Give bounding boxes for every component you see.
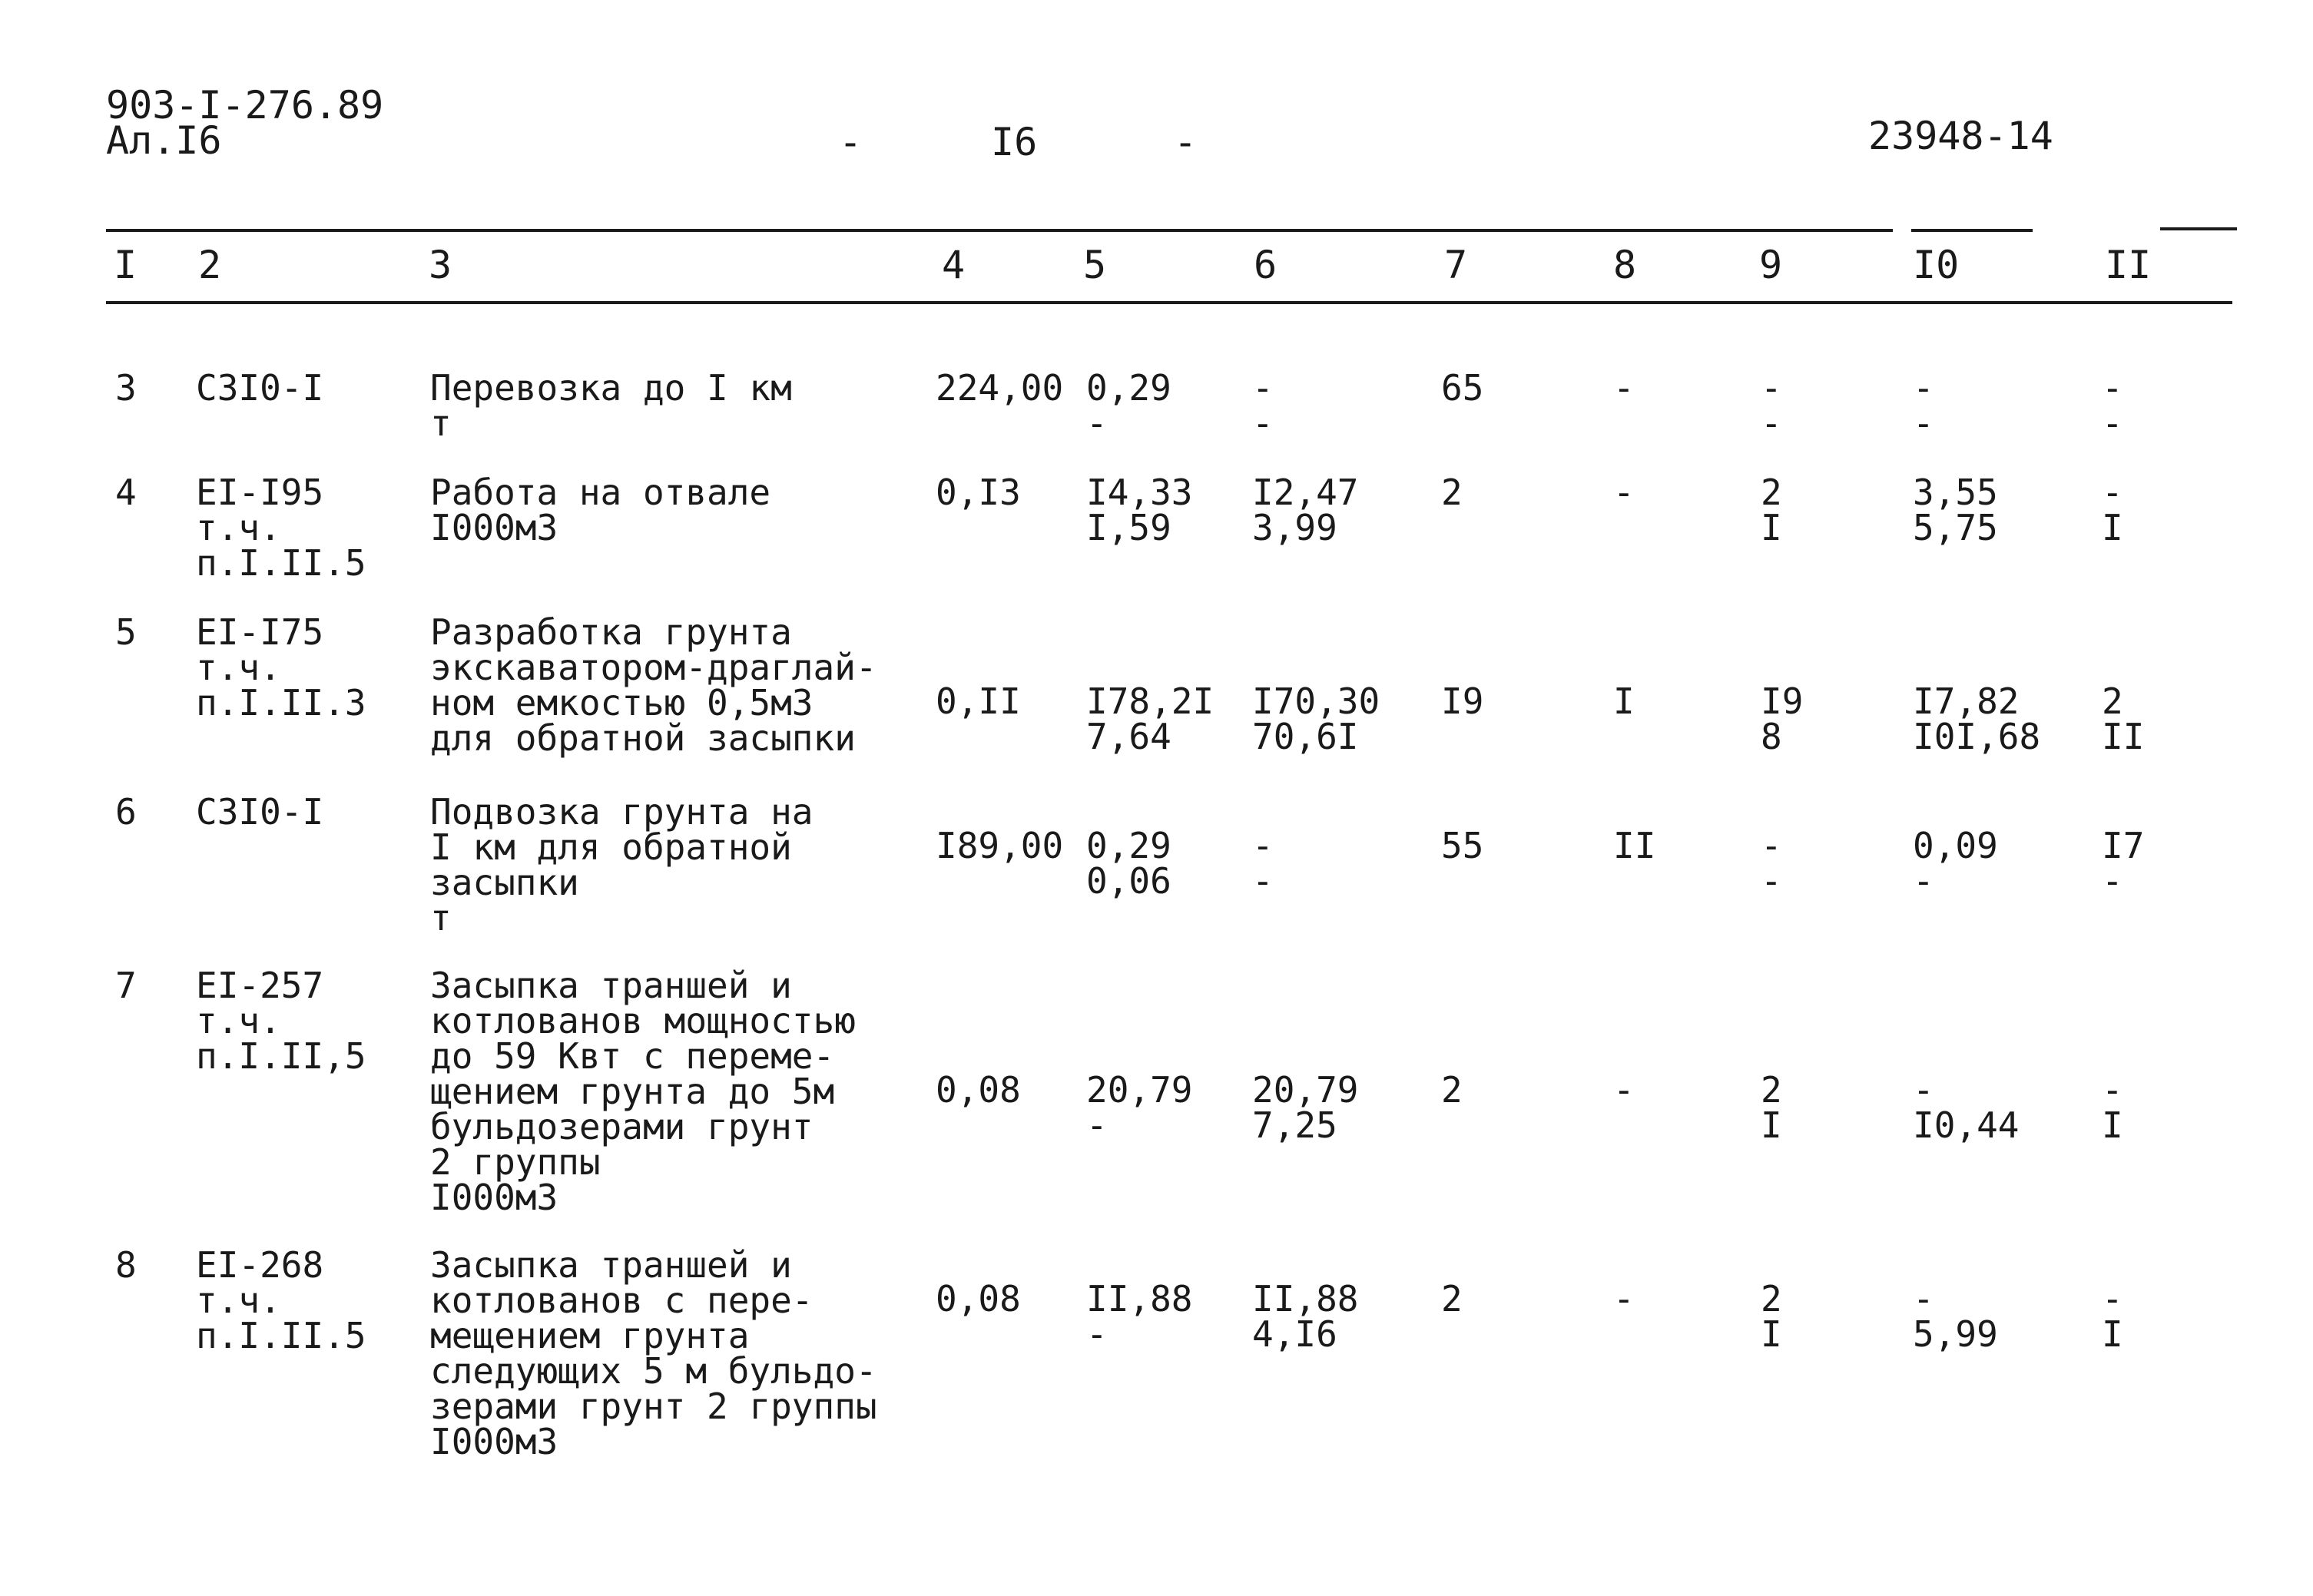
row-number: 3 xyxy=(115,367,137,409)
col-6-value: II,88 4,I6 xyxy=(1252,1278,1359,1355)
col-7-value: 2 xyxy=(1441,1278,1463,1320)
work-description: Подвозка грунта на I км для обратной засыпки т xyxy=(430,791,814,939)
quantity: 0,II xyxy=(936,680,1021,722)
col-11-value: - I xyxy=(2102,1278,2123,1355)
work-description: Засыпка траншей и котлованов с пере- мещением грунта следующих 5 м бульдо- зерами грунт 2 группы I000м3 xyxy=(430,1244,877,1462)
col-10-value: 3,55 5,75 xyxy=(1913,472,1998,548)
col-9-value: 2 I xyxy=(1761,1069,1782,1146)
row-number: 8 xyxy=(115,1244,137,1286)
col-7-value: I9 xyxy=(1441,680,1484,722)
col-11-value: I7 - xyxy=(2102,825,2145,902)
col-7-value: 2 xyxy=(1441,1069,1463,1111)
col-5-value: 20,79 - xyxy=(1086,1069,1193,1146)
col-9-value: I9 8 xyxy=(1761,680,1804,757)
header-top-rule-3 xyxy=(2160,227,2237,230)
col-7-value: 2 xyxy=(1441,472,1463,513)
work-description: Разработка грунта экскаватором-драглай- ном емкостью 0,5м3 для обратной засыпки xyxy=(430,611,877,759)
quantity: I89,00 xyxy=(936,825,1064,866)
col-10-value: - I0,44 xyxy=(1913,1069,2020,1146)
rate-code: EI-I75 т.ч. п.I.II.3 xyxy=(196,611,366,723)
column-header-11: II xyxy=(2105,243,2152,287)
col-9-value: 2 I xyxy=(1761,1278,1782,1355)
column-header-3: 3 xyxy=(429,243,452,287)
column-header-6: 6 xyxy=(1254,243,1277,287)
col-11-value: 2 II xyxy=(2102,680,2145,757)
col-10-value: - - xyxy=(1913,367,1934,444)
row-number: 6 xyxy=(115,791,137,833)
work-description: Перевозка до I км т xyxy=(430,367,792,444)
col-8-value: - xyxy=(1613,1278,1635,1320)
header-bottom-rule xyxy=(106,301,2232,304)
col-8-value: - xyxy=(1613,1069,1635,1111)
column-header-9: 9 xyxy=(1759,243,1783,287)
header-top-rule-1 xyxy=(106,229,1893,232)
quantity: 0,I3 xyxy=(936,472,1021,513)
col-11-value: - I xyxy=(2102,1069,2123,1146)
col-8-value: I xyxy=(1613,680,1635,722)
page-dash-right: - xyxy=(1174,120,1198,164)
column-header-8: 8 xyxy=(1613,243,1637,287)
col-10-value: 0,09 - xyxy=(1913,825,1998,902)
col-11-value: - I xyxy=(2102,472,2123,548)
page-number: I6 xyxy=(991,120,1038,164)
col-9-value: 2 I xyxy=(1761,472,1782,548)
page-dash-left: - xyxy=(839,120,863,164)
col-8-value: II xyxy=(1613,825,1656,866)
column-header-4: 4 xyxy=(942,243,966,287)
rate-code: С3I0-I xyxy=(196,791,324,833)
col-8-value: - xyxy=(1613,367,1635,409)
col-5-value: I4,33 I,59 xyxy=(1086,472,1193,548)
col-9-value: - - xyxy=(1761,367,1782,444)
column-header-5: 5 xyxy=(1083,243,1107,287)
row-number: 5 xyxy=(115,611,137,653)
col-5-value: 0,29 - xyxy=(1086,367,1171,444)
row-number: 4 xyxy=(115,472,137,513)
header-top-rule-2 xyxy=(1911,229,2033,232)
sheet-label: Ал.I6 xyxy=(106,118,222,163)
quantity: 224,00 xyxy=(936,367,1064,409)
col-6-value: - - xyxy=(1252,367,1274,444)
col-8-value: - xyxy=(1613,472,1635,513)
col-5-value: 0,29 0,06 xyxy=(1086,825,1171,902)
col-7-value: 65 xyxy=(1441,367,1484,409)
col-6-value: I70,30 70,6I xyxy=(1252,680,1380,757)
col-6-value: 20,79 7,25 xyxy=(1252,1069,1359,1146)
col-5-value: I78,2I 7,64 xyxy=(1086,680,1214,757)
col-5-value: II,88 - xyxy=(1086,1278,1193,1355)
quantity: 0,08 xyxy=(936,1278,1021,1320)
col-11-value: - - xyxy=(2102,367,2123,444)
column-header-7: 7 xyxy=(1444,243,1468,287)
col-7-value: 55 xyxy=(1441,825,1484,866)
col-6-value: I2,47 3,99 xyxy=(1252,472,1359,548)
column-header-2: 2 xyxy=(198,243,222,287)
rate-code: EI-268 т.ч. п.I.II.5 xyxy=(196,1244,366,1356)
col-6-value: - - xyxy=(1252,825,1274,902)
quantity: 0,08 xyxy=(936,1069,1021,1111)
col-10-value: I7,82 I0I,68 xyxy=(1913,680,2041,757)
rate-code: С3I0-I xyxy=(196,367,324,409)
document-code: 903-I-276.89 xyxy=(106,83,384,127)
column-header-10: I0 xyxy=(1913,243,1960,287)
work-description: Засыпка траншей и котлованов мощностью до 59 Квт с переме- щением грунта до 5м бульдозерами грунт 2 группы I000м3 xyxy=(430,965,856,1218)
col-9-value: - - xyxy=(1761,825,1782,902)
rate-code: EI-I95 т.ч. п.I.II.5 xyxy=(196,472,366,584)
rate-code: EI-257 т.ч. п.I.II,5 xyxy=(196,965,366,1077)
row-number: 7 xyxy=(115,965,137,1006)
work-description: Работа на отвале I000м3 xyxy=(430,472,771,548)
col-10-value: - 5,99 xyxy=(1913,1278,1998,1355)
document-number: 23948-14 xyxy=(1868,114,2053,158)
column-header-1: I xyxy=(114,243,138,287)
